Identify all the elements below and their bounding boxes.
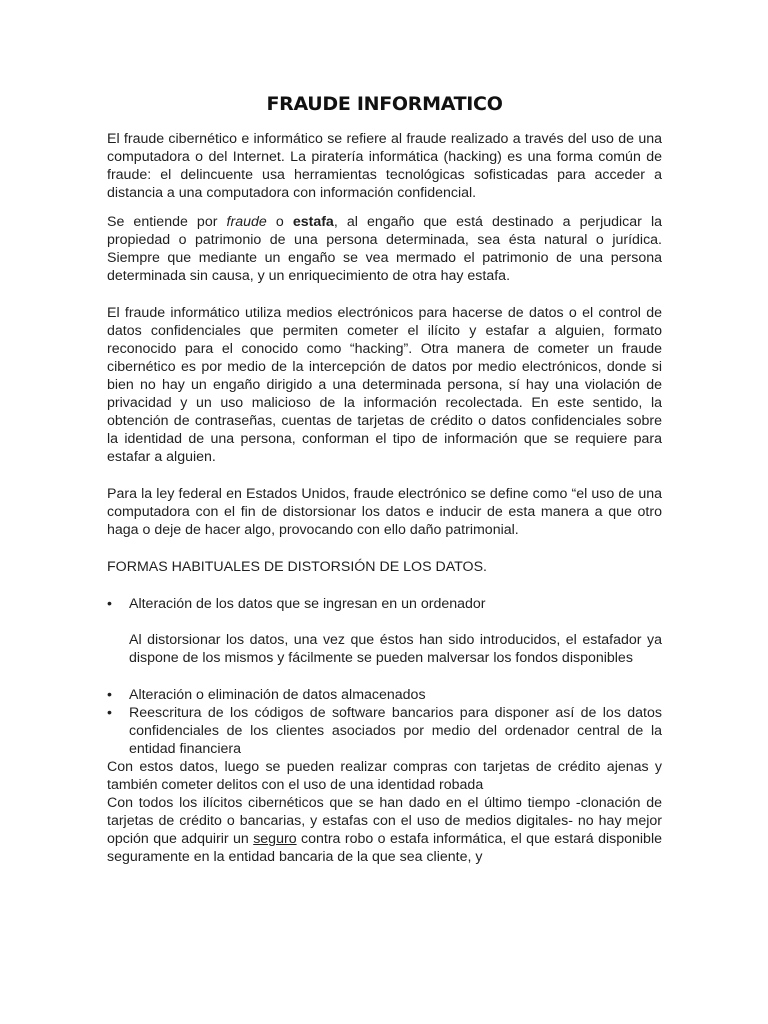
paragraph-compras: Con estos datos, luego se pueden realizar compras con tarjetas de crédito ajenas y también cometer delitos con el uso de una identidad robada <box>107 759 662 793</box>
paragraph-estafa-rest: , al engaño que está destinado a perjudicar la propiedad o patrimonio de una persona determinada, sea ésta natural o jurídica. Siempre que mediante un engaño se vea mermado el patrimonio de una persona determinada sin causa, y un enriquecimiento de otra hay estafa. <box>107 214 662 284</box>
seguro-link[interactable]: seguro <box>253 831 297 847</box>
paragraph-definition: El fraude cibernético e informático se refiere al fraude realizado a través del uso de una computadora o del Internet. La piratería informática (hacking) es una forma común de fraude: el delincuente usa herramientas tecnológicas sofisticadas para acceder a distancia a una computadora con información confidencial. <box>107 131 662 201</box>
bullet-list-2 <box>107 686 662 758</box>
term-estafa: estafa <box>292 214 334 230</box>
document-title: FRAUDE INFORMATICO <box>266 93 503 115</box>
paragraph-estafa-connector: o <box>266 214 293 230</box>
list-item <box>107 686 662 704</box>
list-item <box>107 595 662 613</box>
bullet-icon: • <box>107 687 112 703</box>
bullet-icon: • <box>107 596 112 612</box>
term-fraude: fraude <box>226 214 267 230</box>
list-item-text: Alteración o eliminación de datos almacenados <box>129 687 426 703</box>
paragraph-estafa <box>107 213 662 285</box>
bullet-detail: Al distorsionar los datos, una vez que éstos han sido introducidos, el estafador ya dispone de los mismos y fácilmente se pueden malversar los fondos disponibles <box>129 632 662 666</box>
paragraph-ley-federal: Para la ley federal en Estados Unidos, fraude electrónico se define como “el uso de una computadora con el fin de distorsionar los datos e inducir de esta manera a que otro haga o deje de hacer algo, provocando con ello daño patrimonial. <box>107 486 662 538</box>
list-item-text: Alteración de los datos que se ingresan en un ordenador <box>129 596 486 612</box>
list-item-text: Reescritura de los códigos de software bancarios para disponer así de los datos confidenciales de los clientes asociados por medio del ordenador central de la entidad financiera <box>129 705 662 757</box>
section-heading: FORMAS HABITUALES DE DISTORSIÓN DE LOS DATOS. <box>107 559 487 575</box>
list-item <box>107 704 662 758</box>
paragraph-seguro-lead: Con todos los ilícitos cibernéticos que se han dado en el último tiempo -clonación de tarjetas de crédito o bancarias, y estafas con el uso de medios digitales- no hay mejor opción que adquirir un <box>107 795 662 847</box>
bullet-icon: • <box>107 705 112 721</box>
paragraph-estafa-lead: Se entiende por <box>107 214 227 230</box>
paragraph-seguro-rest: contra robo o estafa informática, el que estará disponible seguramente en la entidad bancaria de la que sea cliente, y <box>107 831 662 865</box>
paragraph-medios-electronicos: El fraude informático utiliza medios electrónicos para hacerse de datos o el control de datos confidenciales que permiten cometer el ilícito y estafar a alguien, formato reconocido para el conocido como “hacking”. Otra manera de cometer un fraude cibernético es por medio de la intercepción de datos por medio electrónicos, donde si bien no hay un engaño dirigido a una determinada persona, sí hay una violación de privacidad y un uso malicioso de la información recolectada. En este sentido, la obtención de contraseñas, cuentas de tarjetas de crédito o datos confidenciales sobre la identidad de una persona, conforman el tipo de información que se requiere para estafar a alguien. <box>107 305 662 465</box>
paragraph-seguro <box>107 794 662 866</box>
document-page <box>107 88 662 866</box>
bullet-list-1 <box>107 595 662 613</box>
